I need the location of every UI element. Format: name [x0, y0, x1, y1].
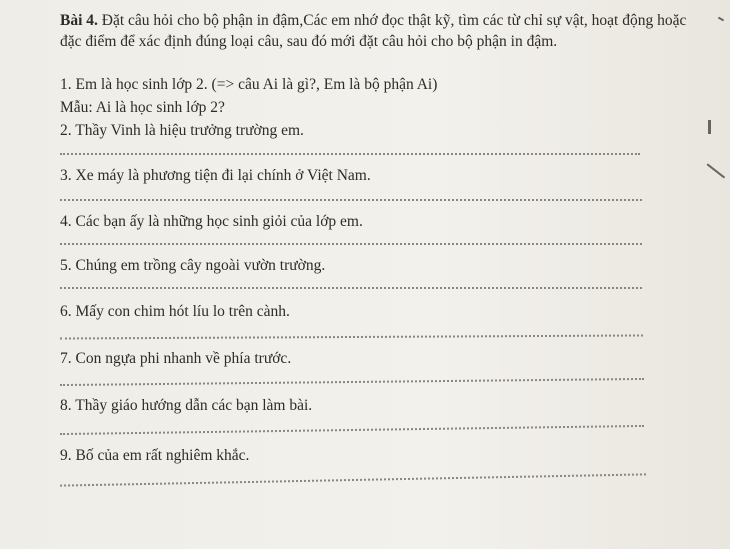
answer-line-3[interactable] — [60, 199, 642, 201]
exercise-instructions — [60, 10, 690, 52]
margin-mark — [708, 120, 711, 134]
question-item-4: 4. Các bạn ấy là những học sinh giỏi của lớp em. — [60, 213, 363, 230]
answer-line-5[interactable] — [60, 287, 642, 289]
margin-mark — [718, 17, 724, 22]
question-item-2: 2. Thầy Vinh là hiệu trưởng trường em. — [60, 122, 304, 139]
answer-line-7[interactable] — [60, 378, 644, 386]
answer-line-2[interactable] — [60, 153, 640, 155]
answer-line-6[interactable] — [60, 334, 643, 339]
example-sentence: 1. Em là học sinh lớp 2. (=> câu Ai là gì?, Em là bộ phận Ai) — [60, 76, 438, 93]
question-item-3: 3. Xe máy là phương tiện đi lại chính ở Việt Nam. — [60, 167, 371, 184]
answer-line-9[interactable] — [60, 473, 646, 486]
margin-mark — [707, 163, 725, 178]
answer-line-8[interactable] — [60, 425, 644, 435]
question-item-6: 6. Mấy con chim hót líu lo trên cành. — [60, 303, 290, 320]
answer-line-4[interactable] — [60, 243, 642, 245]
question-item-9: 9. Bố của em rất nghiêm khắc. — [60, 447, 250, 464]
exercise-label: Bài 4. — [60, 12, 98, 29]
question-item-5: 5. Chúng em trồng cây ngoài vườn trường. — [60, 257, 326, 274]
example-answer: Mẫu: Ai là học sinh lớp 2? — [60, 99, 225, 116]
question-item-8: 8. Thầy giáo hướng dẫn các bạn làm bài. — [60, 397, 313, 414]
exercise-text: Đặt câu hỏi cho bộ phận in đậm,Các em nhớ đọc thật kỹ, tìm các từ chỉ sự vật, hoạt động hoặc đặc điểm để xác định đúng loại câu, sau đó mới đặt câu hỏi cho bộ phận in đậm. — [60, 12, 687, 50]
question-item-7: 7. Con ngựa phi nhanh về phía trước. — [60, 350, 292, 367]
